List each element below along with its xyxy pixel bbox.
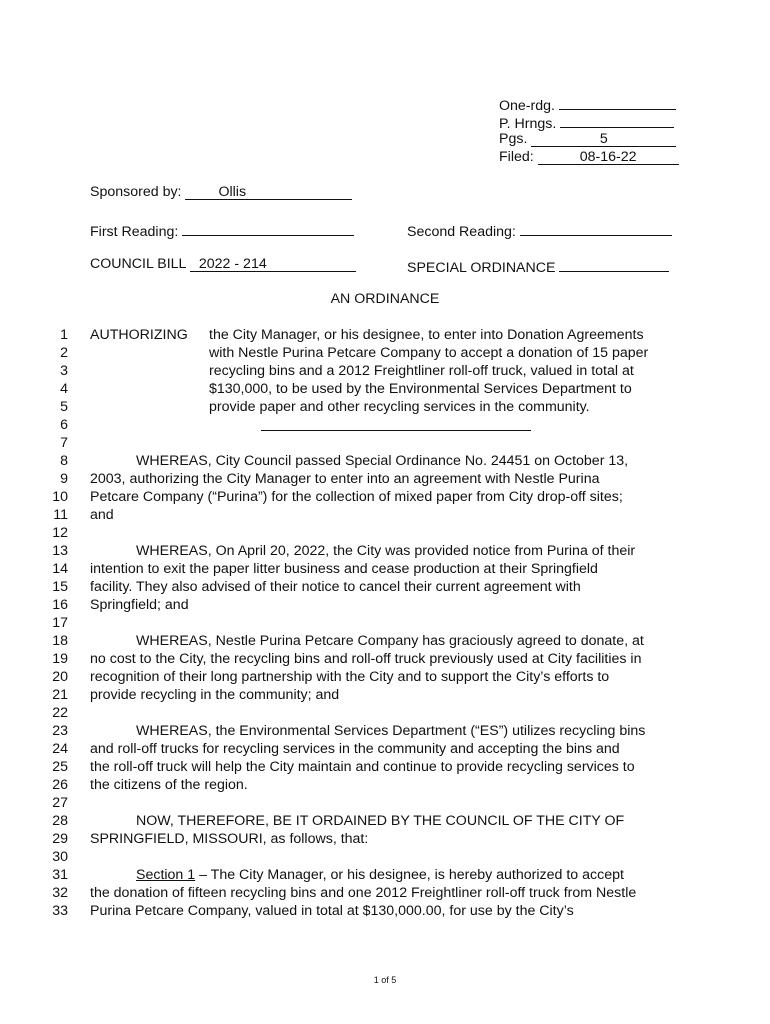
whereas-line: Springfield; and	[90, 597, 189, 613]
line-number: 24	[52, 741, 68, 757]
second-reading-label: Second Reading:	[407, 224, 516, 240]
authorizing-line: with Nestle Purina Petcare Company to accept a donation of 15 paper	[209, 345, 649, 361]
line-number: 13	[52, 543, 68, 559]
line-number: 29	[52, 831, 68, 847]
p-hrngs-label: P. Hrngs.	[499, 116, 557, 132]
second-reading-row	[407, 220, 672, 240]
p-hrngs-field	[560, 112, 674, 128]
line-number: 21	[52, 687, 68, 703]
whereas-line: 2003, authorizing the City Manager to enter into an agreement with Nestle Purina	[90, 471, 600, 487]
line-number: 19	[52, 651, 68, 667]
special-ordinance-field	[559, 256, 669, 272]
line-number: 26	[52, 777, 68, 793]
whereas-line: intention to exit the paper litter business and cease production at their Springfield	[90, 561, 598, 577]
section-1-line: the donation of fifteen recycling bins and one 2012 Freightliner roll-off truck from Nestle	[90, 885, 637, 901]
line-number: 27	[52, 795, 68, 811]
authorizing-line: the City Manager, or his designee, to enter into Donation Agreements	[209, 327, 644, 343]
line-number: 23	[52, 723, 68, 739]
ordained-line: NOW, THEREFORE, BE IT ORDAINED BY THE COUNCIL OF THE CITY OF	[136, 813, 625, 829]
first-reading-field	[182, 220, 354, 236]
whereas-line: and	[90, 507, 114, 523]
authorizing-line: recycling bins and a 2012 Freightliner roll-off truck, valued in total at	[209, 363, 634, 379]
line-number: 14	[52, 561, 68, 577]
whereas-line: the roll-off truck will help the City maintain and continue to provide recycling services to	[90, 759, 635, 775]
line-number: 1	[60, 327, 68, 343]
whereas-line: recognition of their long partnership with the City and to support the City’s efforts to	[90, 669, 610, 685]
whereas-line: and roll-off trucks for recycling services in the community and accepting the bins and	[90, 741, 620, 757]
line-number: 33	[52, 903, 68, 919]
whereas-line: no cost to the City, the recycling bins and roll-off truck previously used at City facilities in	[90, 651, 642, 667]
line-number: 15	[52, 579, 68, 595]
line-number: 32	[52, 885, 68, 901]
pgs-label: Pgs.	[499, 131, 528, 147]
council-bill-row	[90, 256, 356, 272]
line-number: 7	[60, 435, 68, 451]
council-bill-field: 2022 - 214	[190, 256, 356, 272]
line-number: 6	[60, 417, 68, 433]
whereas-line: WHEREAS, the Environmental Services Department (“ES”) utilizes recycling bins	[136, 723, 646, 739]
page-footer: 1 of 5	[373, 975, 397, 985]
line-number: 9	[60, 471, 68, 487]
line-number: 3	[60, 363, 68, 379]
line-number: 16	[52, 597, 68, 613]
filed-field: 08-16-22	[538, 149, 679, 165]
line-number: 20	[52, 669, 68, 685]
document-title: AN ORDINANCE	[330, 291, 440, 307]
pgs-field: 5	[531, 131, 676, 147]
authorizing-label: AUTHORIZING	[90, 327, 188, 343]
council-bill-label: COUNCIL BILL	[90, 256, 186, 272]
filed-label: Filed:	[499, 149, 534, 165]
section-1-line: Purina Petcare Company, valued in total at $130,000.00, for use by the City’s	[90, 903, 574, 919]
sponsored-label: Sponsored by:	[90, 184, 182, 200]
special-ordinance-label: SPECIAL ORDINANCE	[407, 260, 556, 276]
line-number: 31	[52, 867, 68, 883]
line-number: 17	[52, 615, 68, 631]
sponsored-by-row	[90, 184, 352, 200]
first-reading-label: First Reading:	[90, 224, 179, 240]
line-number: 2	[60, 345, 68, 361]
whereas-line: WHEREAS, City Council passed Special Ordinance No. 24451 on October 13,	[136, 453, 629, 469]
one-rdg-field	[559, 94, 676, 110]
first-reading-row	[90, 220, 354, 240]
special-ordinance-row	[407, 256, 669, 276]
whereas-line: facility. They also advised of their notice to cancel their current agreement with	[90, 579, 581, 595]
section-1-label: Section 1	[136, 867, 196, 883]
authorizing-line: provide paper and other recycling services in the community.	[209, 399, 590, 415]
line-number: 8	[60, 453, 68, 469]
ordained-line: SPRINGFIELD, MISSOURI, as follows, that:	[90, 831, 369, 847]
whereas-line: WHEREAS, Nestle Purina Petcare Company has graciously agreed to donate, at	[136, 633, 644, 649]
line-number: 28	[52, 813, 68, 829]
second-reading-field	[520, 220, 672, 236]
line-number: 30	[52, 849, 68, 865]
line-number: 18	[52, 633, 68, 649]
one-rdg-label: One-rdg.	[499, 98, 555, 114]
line-number: 5	[60, 399, 68, 415]
whereas-line: Petcare Company (“Purina”) for the collection of mixed paper from City drop-off sites;	[90, 489, 623, 505]
whereas-line: the citizens of the region.	[90, 777, 248, 793]
filing-block	[499, 94, 679, 166]
section-1-text: – The City Manager, or his designee, is hereby authorized to accept	[195, 867, 624, 883]
line-number: 10	[52, 489, 68, 505]
authorizing-line: $130,000, to be used by the Environmental Services Department to	[209, 381, 632, 397]
sponsored-field: Ollis	[185, 184, 352, 200]
line-number: 12	[52, 525, 68, 541]
line-number: 4	[60, 381, 68, 397]
section-1-line	[136, 866, 624, 884]
line-number: 22	[52, 705, 68, 721]
whereas-line: WHEREAS, On April 20, 2022, the City was provided notice from Purina of their	[136, 543, 636, 559]
separator-rule	[261, 430, 531, 431]
whereas-line: provide recycling in the community; and	[90, 687, 340, 703]
line-number: 11	[53, 507, 68, 523]
line-number: 25	[52, 759, 68, 775]
